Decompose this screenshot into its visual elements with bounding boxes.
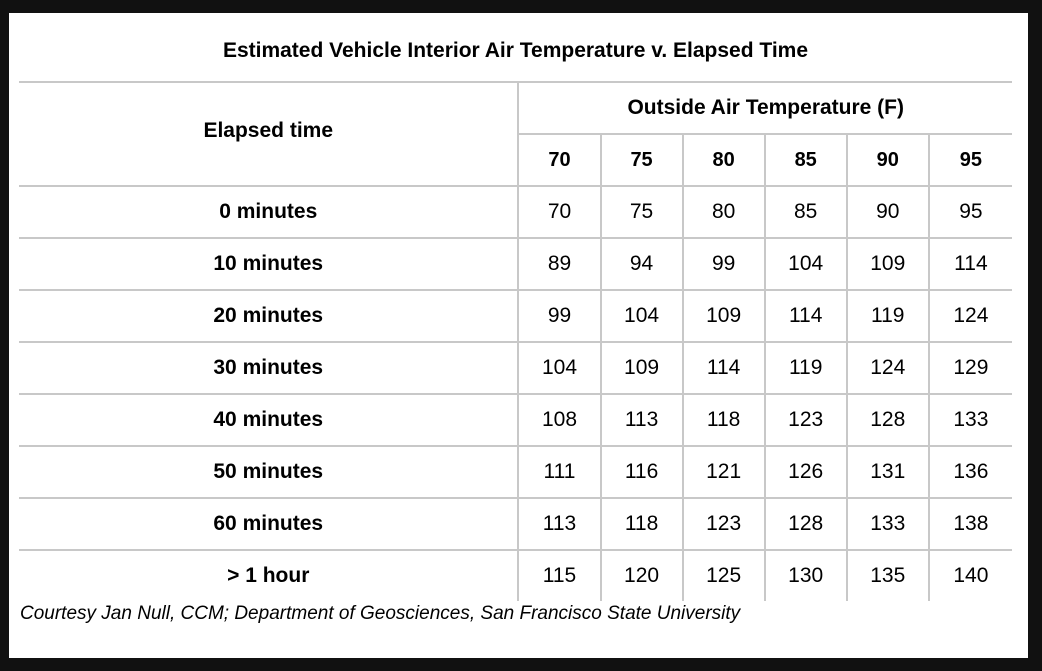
temperature-table	[19, 29, 1012, 601]
interior-temperature-cell: 133	[930, 395, 1012, 447]
interior-temperature-cell: 114	[684, 343, 766, 395]
interior-temperature-cell: 135	[848, 551, 930, 601]
interior-temperature-cell: 90	[848, 187, 930, 239]
interior-temperature-cell: 126	[766, 447, 848, 499]
elapsed-time-header: Elapsed time	[19, 83, 519, 187]
interior-temperature-cell: 138	[930, 499, 1012, 551]
elapsed-time-label: 60 minutes	[19, 499, 519, 551]
interior-temperature-cell: 118	[684, 395, 766, 447]
interior-temperature-cell: 123	[684, 499, 766, 551]
interior-temperature-cell: 113	[519, 499, 601, 551]
interior-temperature-cell: 104	[766, 239, 848, 291]
interior-temperature-cell: 80	[684, 187, 766, 239]
interior-temperature-cell: 111	[519, 447, 601, 499]
interior-temperature-cell: 133	[848, 499, 930, 551]
interior-temperature-cell: 95	[930, 187, 1012, 239]
interior-temperature-cell: 114	[930, 239, 1012, 291]
interior-temperature-cell: 99	[684, 239, 766, 291]
interior-temperature-cell: 128	[848, 395, 930, 447]
interior-temperature-cell: 119	[766, 343, 848, 395]
interior-temperature-cell: 125	[684, 551, 766, 601]
temperature-column-header: 90	[848, 135, 930, 187]
interior-temperature-cell: 104	[519, 343, 601, 395]
interior-temperature-cell: 123	[766, 395, 848, 447]
temperature-column-header: 80	[684, 135, 766, 187]
interior-temperature-cell: 129	[930, 343, 1012, 395]
interior-temperature-cell: 124	[930, 291, 1012, 343]
interior-temperature-cell: 124	[848, 343, 930, 395]
interior-temperature-cell: 119	[848, 291, 930, 343]
table-title: Estimated Vehicle Interior Air Temperature v. Elapsed Time	[19, 29, 1012, 83]
interior-temperature-cell: 109	[602, 343, 684, 395]
interior-temperature-cell: 99	[519, 291, 601, 343]
temperature-column-header: 85	[766, 135, 848, 187]
elapsed-time-label: 50 minutes	[19, 447, 519, 499]
interior-temperature-cell: 114	[766, 291, 848, 343]
interior-temperature-cell: 128	[766, 499, 848, 551]
document-frame	[9, 13, 1028, 658]
interior-temperature-cell: 113	[602, 395, 684, 447]
elapsed-time-label: 0 minutes	[19, 187, 519, 239]
elapsed-time-label: 40 minutes	[19, 395, 519, 447]
interior-temperature-cell: 121	[684, 447, 766, 499]
table-row	[19, 447, 1012, 499]
elapsed-time-label: 20 minutes	[19, 291, 519, 343]
interior-temperature-cell: 94	[602, 239, 684, 291]
elapsed-time-label: > 1 hour	[19, 551, 519, 601]
table-row	[19, 187, 1012, 239]
interior-temperature-cell: 136	[930, 447, 1012, 499]
interior-temperature-cell: 85	[766, 187, 848, 239]
table-row	[19, 239, 1012, 291]
interior-temperature-cell: 116	[602, 447, 684, 499]
outside-temperature-header: Outside Air Temperature (F)	[519, 83, 1012, 135]
interior-temperature-cell: 140	[953, 564, 989, 587]
interior-temperature-cell: 131	[848, 447, 930, 499]
elapsed-time-label: 30 minutes	[19, 343, 519, 395]
table-row	[19, 395, 1012, 447]
interior-temperature-cell: 108	[519, 395, 601, 447]
interior-temperature-cell: 104	[602, 291, 684, 343]
elapsed-time-label: 10 minutes	[19, 239, 519, 291]
table-row	[19, 343, 1012, 395]
interior-temperature-cell: 109	[684, 291, 766, 343]
source-credit: Courtesy Jan Null, CCM; Department of Geosciences, San Francisco State University	[20, 603, 741, 624]
interior-temperature-cell: 130	[766, 551, 848, 601]
table-row	[19, 499, 1012, 551]
temperature-column-header: 75	[602, 135, 684, 187]
interior-temperature-cell: 109	[848, 239, 930, 291]
interior-temperature-cell: 118	[602, 499, 684, 551]
temperature-column-header: 95	[930, 135, 1012, 187]
temperature-column-header: 70	[519, 135, 601, 187]
interior-temperature-cell: 120	[602, 551, 684, 601]
interior-temperature-cell: 75	[602, 187, 684, 239]
interior-temperature-cell: 70	[519, 187, 601, 239]
table-row	[19, 551, 1012, 601]
interior-temperature-cell: 89	[519, 239, 601, 291]
table-row	[19, 291, 1012, 343]
interior-temperature-cell: 115	[519, 551, 601, 601]
